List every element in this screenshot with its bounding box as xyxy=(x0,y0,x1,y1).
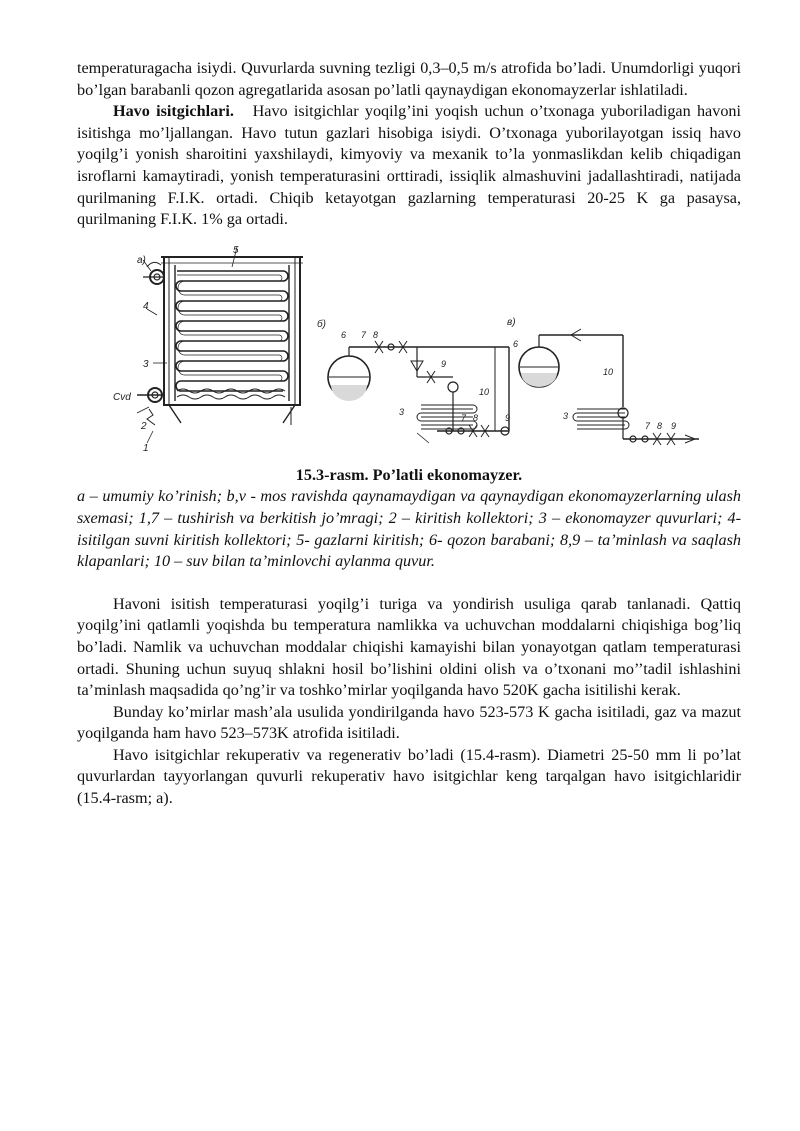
economizer-general-view xyxy=(137,244,303,443)
label-1: 1 xyxy=(143,442,149,454)
label-b-7b: 7 xyxy=(461,412,467,423)
label-2: 2 xyxy=(141,420,147,432)
label-5: 5 xyxy=(233,244,239,256)
label-v-3: 3 xyxy=(563,410,569,421)
label-v-9: 9 xyxy=(671,420,677,431)
paragraph-4: Bunday ko’mirlar mash’ala usulida yondirilganda havo 523-573 K gacha isitiladi, gaz va mazut yoqilganda ham havo 523–573K atrofida isitiladi. xyxy=(77,702,741,743)
figure-caption: a – umumiy ko’rinish; b,v - mos ravishda qaynamaydigan va qaynaydigan ekonomayzerlarning ulash sxemasi; 1,7 – tushirish va berkitish jo’mragi; 2 – kiritish kollektori; 3 – ekonomayzer quvurlari; 4- isitilgan suvni kiritish kollektori; 5- gazlarni kiritish; 6- qozon barabani; 8,9 – ta’minlash va saqlash klapanlari; 10 – suv bilan ta’minlovchi aylanma quvur. xyxy=(77,487,741,571)
document-page xyxy=(77,58,741,810)
paragraph-5: Havo isitgichlar rekuperativ va regenerativ bo’ladi (15.4-rasm). Diametri 25-50 mm li po’lat quvurlardan tayyorlangan quvurli rekuperativ havo isitgichlar keng tarqalgan havo isitgichlaridir (15.4-rasm; a). xyxy=(77,745,741,808)
spacer xyxy=(77,573,741,594)
paragraph-2-body: Havo isitgichlar yoqilg’ini yoqish uchun o’txonaga yuboriladigan havoni isitishga mo’ljallangan. Havo tutun gazlari hisobiga isiydi. O’txonaga yuborilayotgan issiq havo yoqilg’i yonish sharoitini yaxshilaydi, kimyoviy va mexanik to’la yonmaslikdan kelib chiqadigan isroflarni kamaytiradi, yonish temperaturasini orttiradi, issiqlik almashuvini jadallashtiradi, natijada qurilmaning F.I.K. ortadi. Chiqib ketayotgan gazlarning temperaturasi 20-25 K ga pasaysa, qurilmaning F.I.K. 1% ga ortadi. xyxy=(77,102,742,229)
label-v-6: 6 xyxy=(513,338,519,349)
label-v-7: 7 xyxy=(645,420,651,431)
economizer-drawing xyxy=(77,243,741,465)
label-water-in: Сvd xyxy=(113,391,131,403)
label-v-10: 10 xyxy=(603,366,614,377)
label-3: 3 xyxy=(143,358,149,370)
paragraph-3: Havoni isitish temperaturasi yoqilg’i turiga va yondirish usuliga qarab tanlanadi. Qattiq yoqilg’ini qatlamli yoqishda bu temperatura namlikka va uchuvchan moddalarni chiqishiga bog’liq bo’ladi. Namlik va uchuvchan moddalar chiqishi kamayishi bilan yonayotgan qatlam temperaturasi ortadi. Shuning uchun suyuq shlakni hosil bo’lishini oldini olish va o’txonani mo’’tadil ishlashini ta’minlash maqsadida qo’ng’ir va toshko’mirlar yoqilganda havo 520K gacha isitilishi kerak. xyxy=(77,594,741,700)
label-v-8: 8 xyxy=(657,420,663,431)
paragraph-1: temperaturagacha isiydi. Quvurlarda suvning tezligi 0,3–0,5 m/s atrofida bo’ladi. Unumdorligi yuqori bo’lgan barabanli qozon agregatlarida asosan po’latli qaynaydigan ekonomayzerlar ishlatiladi. xyxy=(77,59,741,99)
label-b-6: 6 xyxy=(341,329,347,340)
label-a: a) xyxy=(137,254,146,266)
figure-title: 15.3-rasm. Po’latli ekonomayzer. xyxy=(295,465,523,484)
figure-economizer xyxy=(77,243,741,465)
section-heading-air-heaters: Havo isitgichlari xyxy=(113,102,230,121)
label-b-7: 7 xyxy=(361,329,367,340)
label-b-8b: 8 xyxy=(473,412,479,423)
label-v: в) xyxy=(507,316,516,328)
economizer-coils xyxy=(176,271,288,391)
label-b-3: 3 xyxy=(399,406,405,417)
paragraph-2 xyxy=(77,101,741,231)
label-4: 4 xyxy=(143,300,149,312)
label-b: б) xyxy=(317,318,326,330)
heading-separator: . xyxy=(229,102,234,121)
label-b-9: 9 xyxy=(441,358,447,369)
label-b-8: 8 xyxy=(373,329,379,340)
label-b-10: 10 xyxy=(479,386,490,397)
label-b-9b: 9 xyxy=(505,412,511,423)
